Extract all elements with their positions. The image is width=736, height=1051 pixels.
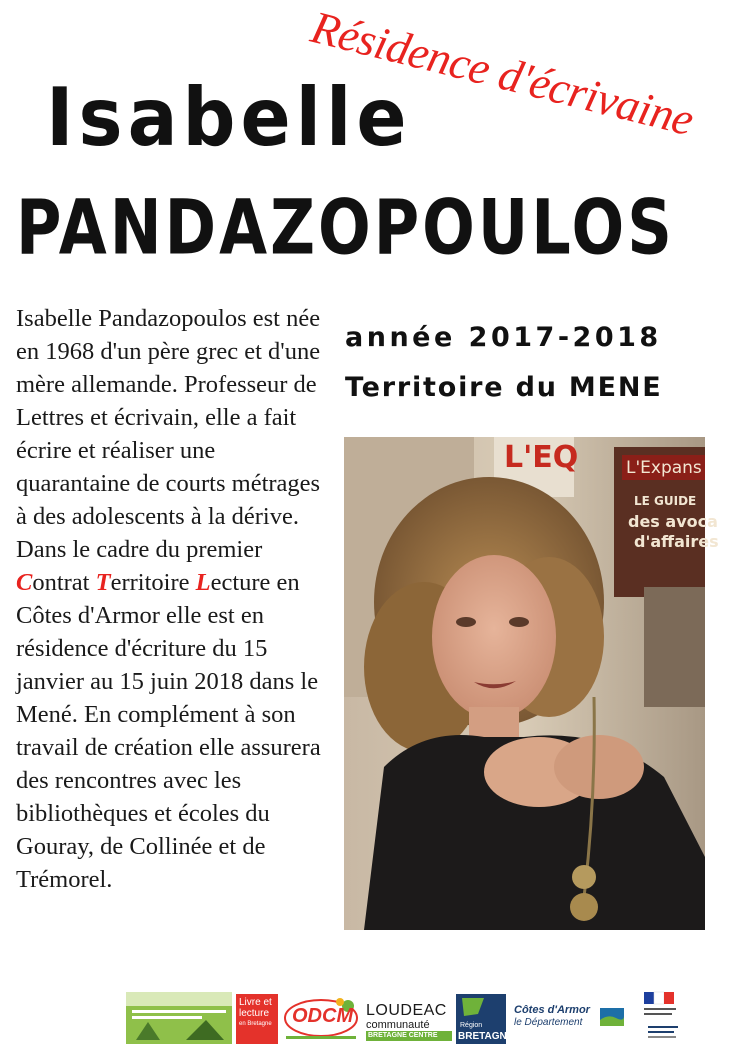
- poster-logo: [126, 992, 232, 1044]
- cotes-armor-logo: [514, 1004, 624, 1040]
- lecture-initial: L: [195, 569, 211, 596]
- cotes-logo-line1: Côtes d'Armor: [514, 1004, 590, 1016]
- contrat-initial: C: [16, 569, 33, 596]
- bio-text-1: Isabelle Pandazopoulos est née en 1968 d'un père grec et d'une mère allemande. Professeur de Lettres et écrivain, elle a fait écrire et réaliser une quarantaine de courts métrages à des adolescents à la dérive. Dans le cadre du premier: [16, 305, 321, 563]
- livre-logo-line3: en Bretagne: [239, 1021, 272, 1027]
- magazine-text: L'Expans: [626, 458, 702, 478]
- loudeac-logo-line2: communauté: [366, 1019, 430, 1031]
- author-first-name: Isabelle: [46, 71, 412, 165]
- bio-text-4: ecture en Côtes d'Armor elle est en résidence d'écriture du 15 janvier au 15 juin 2018 dans le Mené. En complément à son travail de création elle assurera des rencontres avec les bibliothèques et écoles du Gouray, de Collinée et de Trémorel.: [16, 569, 321, 893]
- odcm-logo-text: ODCM: [292, 1005, 354, 1027]
- livre-logo-line2: lecture: [239, 1008, 270, 1019]
- livre-logo-line1: Livre et: [239, 997, 272, 1008]
- bio-text-2: ontrat: [32, 569, 96, 596]
- cotes-logo-line2: le Département: [514, 1017, 583, 1028]
- territory-label: Territoire du MENE: [345, 372, 663, 403]
- magazine-text: LE GUIDE: [634, 494, 697, 508]
- territoire-initial: T: [95, 569, 111, 596]
- region-bretagne-logo: [456, 994, 514, 1044]
- magazine-text: d'affaires: [634, 532, 719, 551]
- residence-title: Résidence d'écrivaine: [306, 1, 699, 146]
- loudeac-logo-line1: LOUDEAC: [366, 1002, 447, 1019]
- livre-lecture-logo: [236, 994, 278, 1044]
- region-logo-line1: Région: [460, 1022, 483, 1029]
- year-label: année 2017-2018: [345, 322, 662, 353]
- partner-logos: [126, 990, 686, 1046]
- loudeac-logo: [366, 1002, 452, 1044]
- author-last-name: PANDAZOPOULOS: [16, 182, 675, 272]
- author-photo: [344, 437, 719, 930]
- magazine-text: L'EQ: [504, 440, 579, 475]
- biography: [16, 302, 328, 896]
- loudeac-logo-line3: BRETAGNE CENTRE: [366, 1031, 452, 1041]
- odcm-logo: [282, 996, 360, 1044]
- region-logo-line2: BRETAGNE: [458, 1031, 514, 1042]
- biography-paragraph: [16, 302, 328, 896]
- prefecture-logo: [638, 990, 682, 1046]
- bio-text-3: erritoire: [110, 569, 196, 596]
- magazine-text: des avoca: [628, 512, 718, 531]
